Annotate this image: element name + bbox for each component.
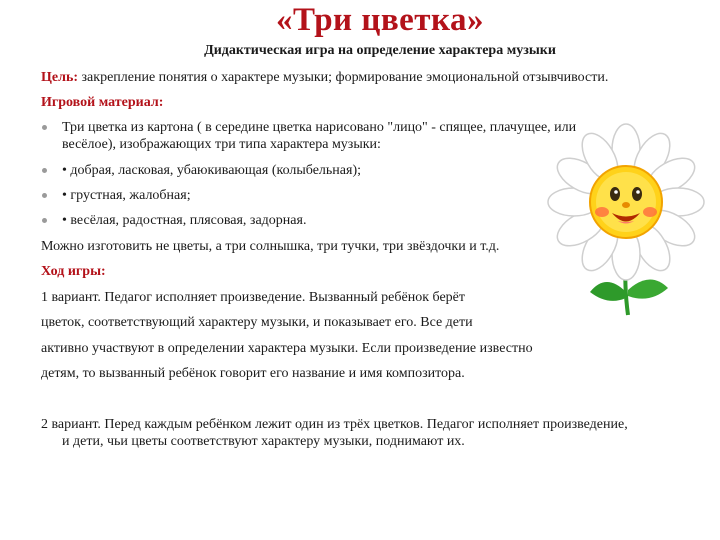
variant1-line1: 1 вариант. Педагог исполняет произведение. Вызванный ребёнок берёт bbox=[41, 290, 466, 305]
smiling-flower-icon bbox=[546, 120, 706, 320]
page-title: «Три цветка» bbox=[275, 2, 485, 38]
bullet-icon bbox=[42, 218, 47, 223]
material-item-1-line1: Три цветка из картона ( в середине цветка нарисовано "лицо" - спящее, плачущее, или bbox=[62, 120, 577, 135]
variant1-line4: детям, то вызванный ребёнок говорит его название и имя композитора. bbox=[41, 366, 465, 381]
materials-label: Игровой материал: bbox=[41, 95, 164, 110]
bullet-icon bbox=[42, 193, 47, 198]
bullet-icon bbox=[42, 168, 47, 173]
variant2-line2: и дети, чьи цветы соответствуют характеру музыки, поднимают их. bbox=[62, 434, 465, 449]
bullet-icon bbox=[42, 125, 47, 130]
material-item-1-line2: весёлое), изображающих три типа характера музыки: bbox=[62, 137, 381, 152]
material-item-2: • добрая, ласковая, убаюкивающая (колыбельная); bbox=[62, 163, 362, 178]
variant1-line3: активно участвуют в определении характера музыки. Если произведение известно bbox=[41, 341, 533, 356]
variant2-line1: 2 вариант. Перед каждым ребёнком лежит один из трёх цветков. Педагог исполняет произведение, bbox=[41, 417, 628, 432]
game-label: Ход игры: bbox=[41, 264, 106, 279]
goal-line bbox=[41, 69, 608, 86]
variant1-line2: цветок, соответствующий характеру музыки, и показывает его. Все дети bbox=[41, 315, 473, 330]
materials-note: Можно изготовить не цветы, а три солнышка, три тучки, три звёздочки и т.д. bbox=[41, 239, 500, 254]
page-subtitle: Дидактическая игра на определение характера музыки bbox=[204, 43, 556, 58]
goal-label: Цель: bbox=[41, 70, 79, 85]
material-item-4: • весёлая, радостная, плясовая, задорная. bbox=[62, 213, 307, 228]
material-item-3: • грустная, жалобная; bbox=[62, 188, 191, 203]
goal-text: закрепление понятия о характере музыки; формирование эмоциональной отзывчивости. bbox=[78, 70, 609, 85]
